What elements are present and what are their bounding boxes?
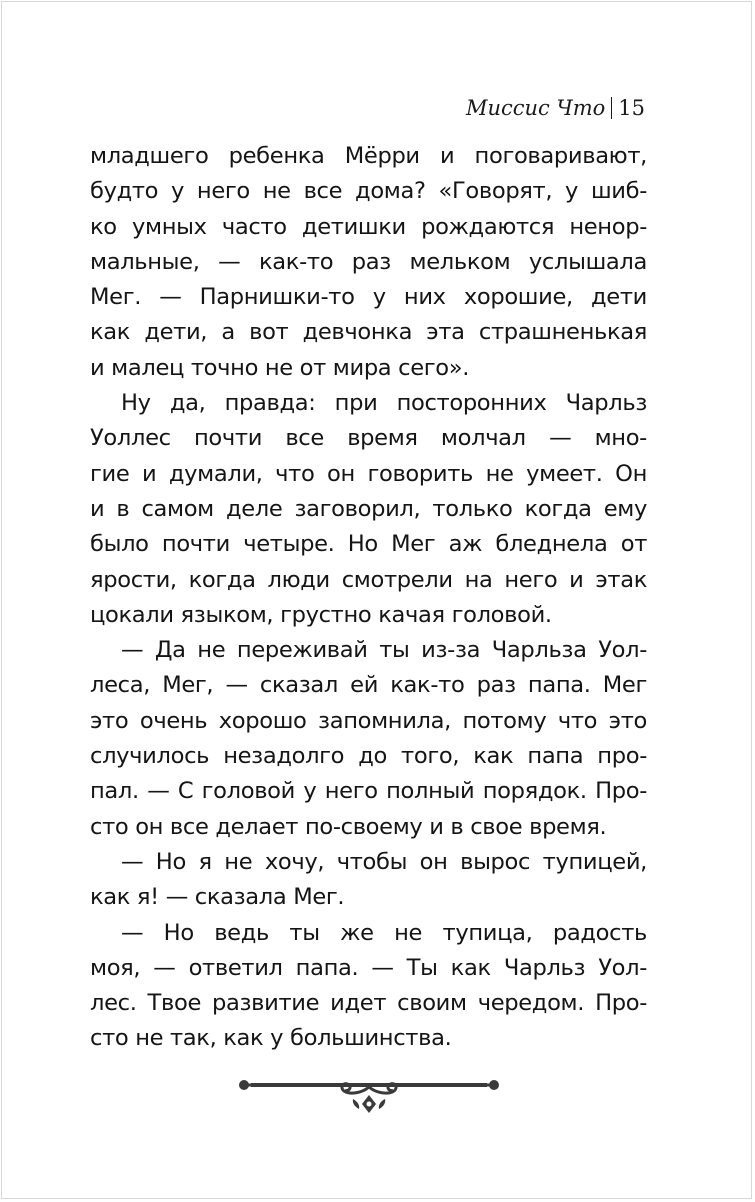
text-line: моя, — ответил папа. — Ты как Чарльз Уол- <box>90 954 647 981</box>
text-line: сто не так, как у большинства. <box>90 1025 452 1052</box>
text-line: мальные, — как-то раз мельком услышала <box>90 248 647 275</box>
text-line: Уоллес почти все время молчал — мно- <box>90 425 647 452</box>
text-line: младшего ребенка Мёрри и поговаривают, <box>90 143 647 169</box>
text-line: будто у него не все дома? «Говорят, у шиб- <box>90 178 647 205</box>
page-number: 15 <box>618 96 645 120</box>
text-line: как дети, а вот девчонка эта страшненькая <box>90 319 647 346</box>
text-line: цокали языком, грустно качая головой. <box>90 601 552 628</box>
text-line: как я! — сказала Мег. <box>90 884 345 911</box>
text-line: это очень хорошо запомнила, потому что это <box>90 707 647 734</box>
text-line: Мег. — Парнишки-то у них хорошие, дети <box>90 284 647 311</box>
text-line: — Но ведь ты же не тупица, радость <box>121 919 647 946</box>
text-line: ярости, когда люди смотрели на него и этак <box>90 566 647 593</box>
text-line: сто он все делает по-своему и в свое время. <box>90 813 607 840</box>
text-line: лес. Твое развитие идет своим чередом. Про- <box>90 990 647 1017</box>
text-line: гие и думали, что он говорить не умеет. Он <box>90 460 647 487</box>
chapter-end-ornament-icon <box>238 1073 500 1123</box>
running-head-title: Миссис Что <box>465 96 606 120</box>
text-line: — Но я не хочу, чтобы он вырос тупицей, <box>121 848 647 875</box>
book-page <box>1 1 752 1199</box>
text-line: было почти четыре. Но Мег аж бледнела от <box>90 531 647 558</box>
text-line: и малец точно не от мира сего». <box>90 354 470 381</box>
text-line: Ну да, правда: при посторонних Чарльз <box>121 390 647 417</box>
text-line: ко умных часто детишки рождаются ненор- <box>90 213 647 240</box>
text-line: и в самом деле заговорил, только когда ему <box>90 495 647 522</box>
body-text <box>90 139 647 1057</box>
running-head-separator <box>611 97 612 119</box>
running-head <box>466 96 645 120</box>
text-line: леса, Мег, — сказал ей как-то раз папа. Мег <box>90 672 647 699</box>
text-line: пал. — С головой у него полный порядок. Про- <box>90 778 647 805</box>
text-line: случилось незадолго до того, как папа про- <box>90 743 647 770</box>
text-line: — Да не переживай ты из-за Чарльза Уол- <box>121 637 647 664</box>
